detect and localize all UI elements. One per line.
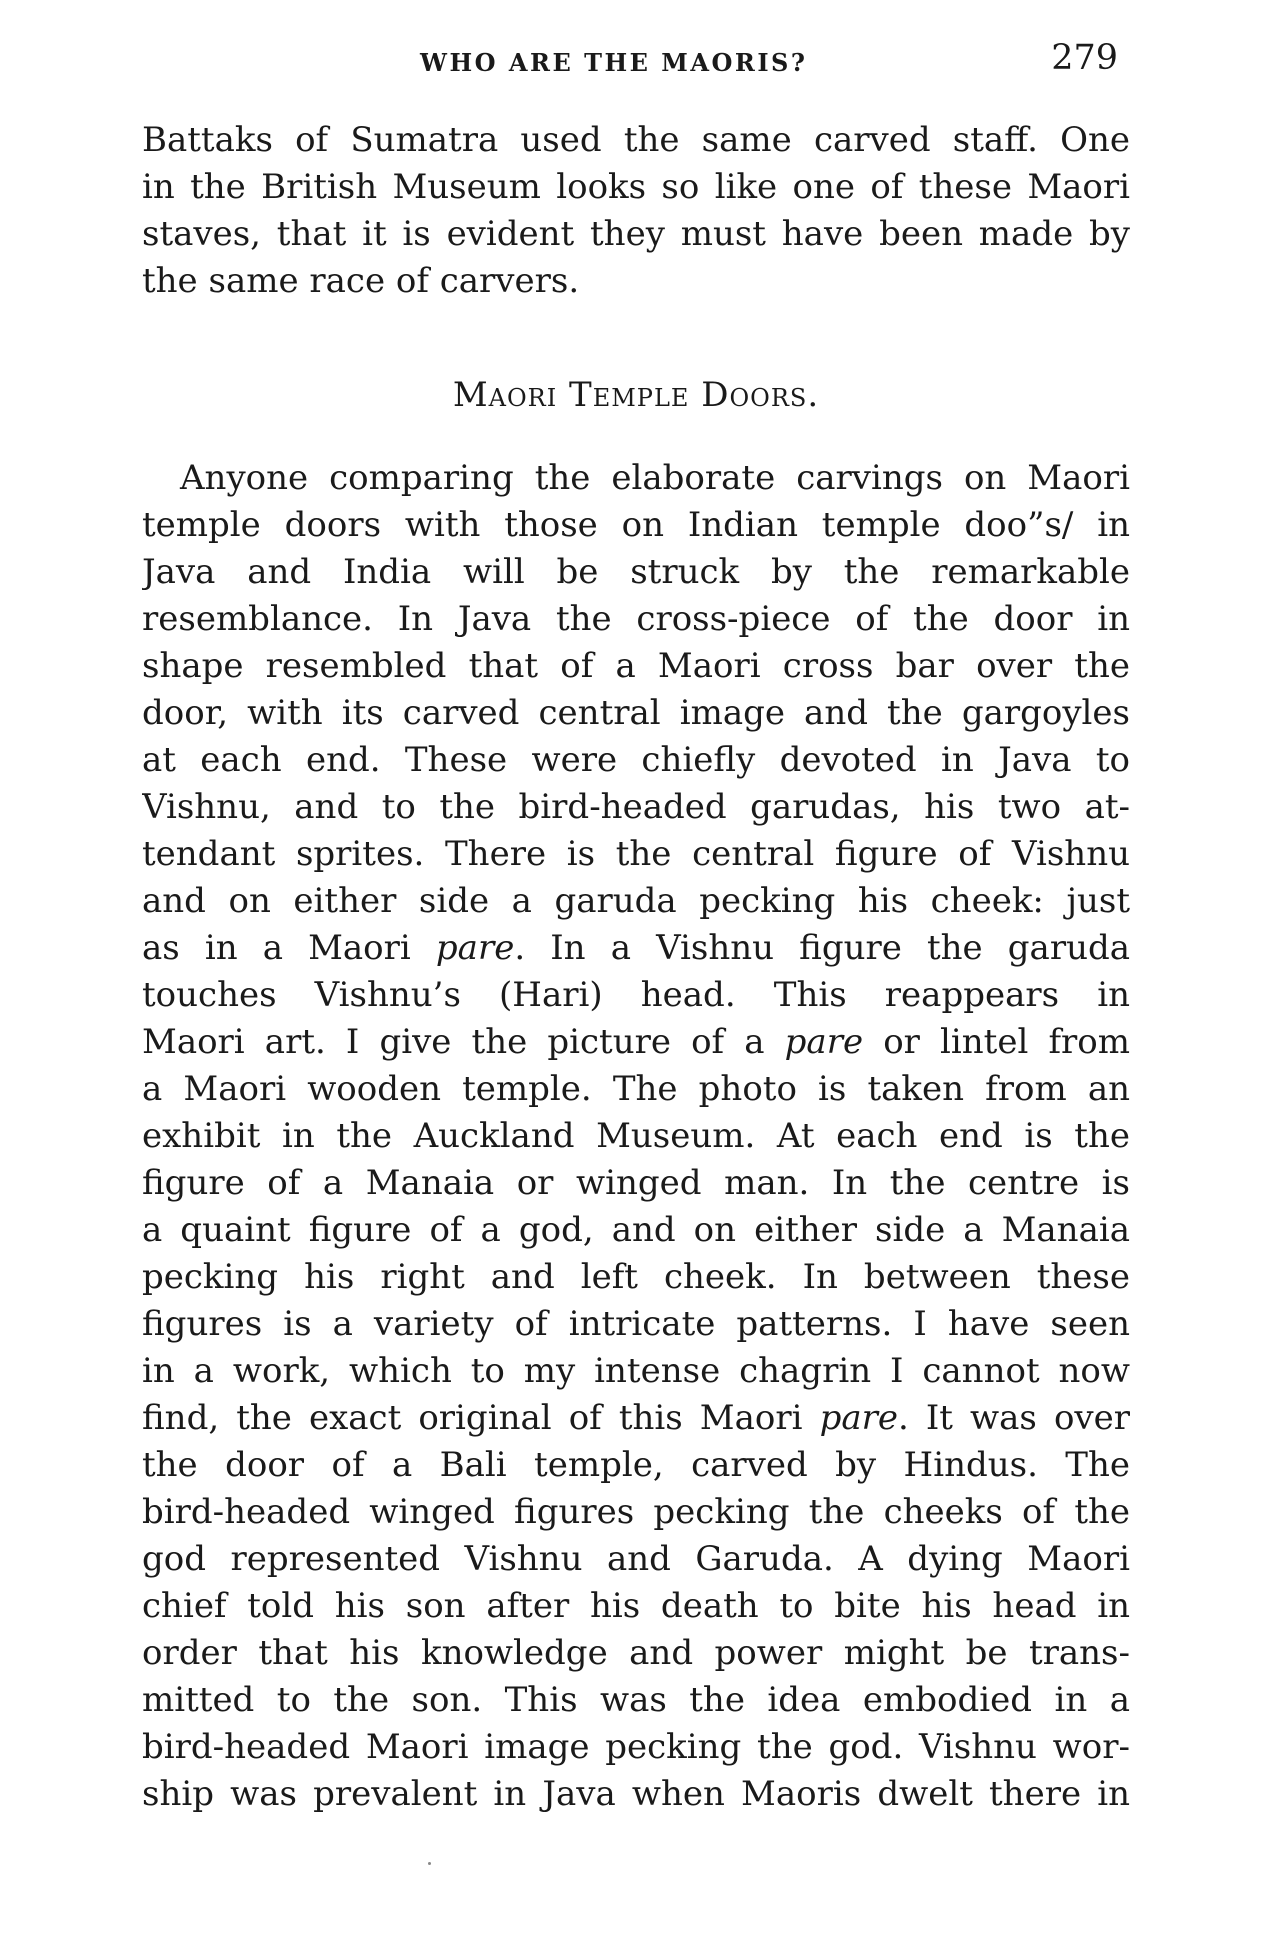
running-head [142,38,1130,78]
text-line: staves, that it is evident they must have been made by [142,214,1130,254]
text-line: the same race of carvers. [142,261,580,301]
text-line: bird-headed Maori image pecking the god. Vishnu wor- [142,1727,1130,1767]
text-line: Vishnu, and to the bird-headed garudas, his two at- [142,787,1130,827]
text-line: figure of a Manaia or winged man. In the centre is [142,1163,1130,1203]
running-title: WHO ARE THE MAORIS? [420,48,808,77]
text-line: exhibit in the Auckland Museum. At each end is the [142,1116,1130,1156]
text-line: pecking his right and left cheek. In between these [142,1257,1130,1297]
text-line: figures is a variety of intricate patterns. I have seen [142,1304,1130,1344]
print-speck [428,1862,431,1865]
text-line: bird-headed winged figures pecking the cheeks of the [142,1492,1130,1532]
text-line: door, with its carved central image and the gargoyles [142,693,1130,733]
text-line: as in a Maori pare. In a Vishnu figure the garuda [142,928,1130,968]
text-line: resemblance. In Java the cross-piece of the door in [142,599,1130,639]
text-line: ship was prevalent in Java when Maoris dwelt there in [142,1774,1130,1814]
text-line: a Maori wooden temple. The photo is taken from an [142,1069,1130,1109]
text-line: god represented Vishnu and Garuda. A dying Maori [142,1539,1130,1579]
text-line: chief told his son after his death to bite his head in [142,1586,1130,1626]
text-line: temple doors with those on Indian temple doo”s/ in [142,505,1130,545]
paragraph-2 [142,455,1130,1818]
text-line: in a work, which to my intense chagrin I cannot now [142,1351,1130,1391]
text-line: a quaint figure of a god, and on either side a Manaia [142,1210,1130,1250]
text-line: tendant sprites. There is the central figure of Vishnu [142,834,1130,874]
text-line: find, the exact original of this Maori pare. It was over [142,1398,1130,1438]
text-line: order that his knowledge and power might be trans- [142,1633,1130,1673]
text-line: in the British Museum looks so like one of these Maori [142,167,1130,207]
text-line: mitted to the son. This was the idea embodied in a [142,1680,1130,1720]
text-line: Java and India will be struck by the remarkable [142,552,1130,592]
page-number: 279 [1051,38,1118,78]
text-line: the door of a Bali temple, carved by Hindus. The [142,1445,1130,1485]
text-line: Battaks of Sumatra used the same carved staff. One [142,120,1130,160]
text-line: shape resembled that of a Maori cross bar over the [142,646,1130,686]
section-heading: Maori Temple Doors. [452,375,820,415]
text-line: and on either side a garuda pecking his cheek: just [142,881,1130,921]
paragraph-1 [142,117,1130,305]
text-line: Maori art. I give the picture of a pare or lintel from [142,1022,1130,1062]
text-line: Anyone comparing the elaborate carvings on Maori [180,458,1130,498]
text-line: at each end. These were chiefly devoted in Java to [142,740,1130,780]
text-line: touches Vishnu’s (Hari) head. This reappears in [142,975,1130,1015]
